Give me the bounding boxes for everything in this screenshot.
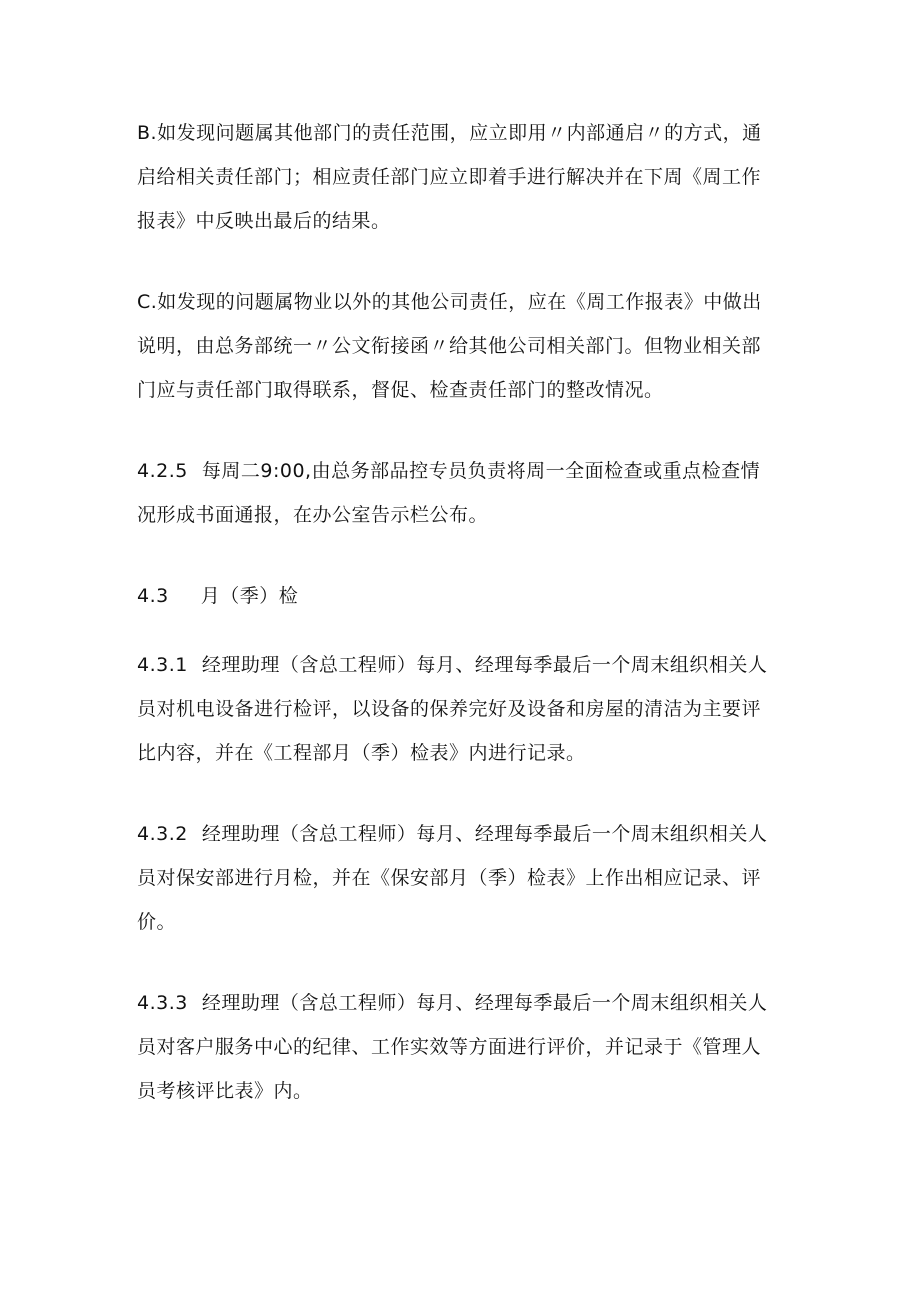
- section-number: 4.3.3: [137, 992, 188, 1014]
- paragraph-line: 况形成书面通报，在办公室告示栏公布。: [137, 504, 489, 526]
- paragraph-line: [137, 643, 797, 687]
- paragraph-text: 经理助理（含总工程师）每月、经理每季最后一个周末组织相关人: [201, 992, 768, 1014]
- section-heading: [137, 574, 797, 618]
- paragraph-b: [137, 111, 797, 243]
- paragraph-line: 说明，由总务部统一〃公文衔接函〃给其他公司相关部门。但物业相关部: [137, 335, 762, 357]
- paragraph-text: 每周二9:00,由总务部品控专员负责将周一全面检查或重点检查情: [201, 460, 761, 482]
- paragraph-line: C.如发现的问题属物业以外的其他公司责任，应在《周工作报表》中做出: [137, 291, 762, 313]
- paragraph-line: 员考核评比表》内。: [137, 1080, 313, 1102]
- paragraph-4-3-3: [137, 981, 797, 1113]
- paragraph-line: B.如发现问题属其他部门的责任范围，应立即用〃内部通启〃的方式，通: [137, 122, 762, 144]
- paragraph-line: 比内容，并在《工程部月（季）检表》内进行记录。: [137, 742, 586, 764]
- paragraph-line: [137, 449, 797, 493]
- section-number: 4.3.2: [137, 823, 188, 845]
- heading-4-3: [137, 574, 797, 618]
- paragraph-text: 经理助理（含总工程师）每月、经理每季最后一个周末组织相关人: [201, 823, 768, 845]
- paragraph-line: 员对保安部进行月检，并在《保安部月（季）检表》上作出相应记录、评: [137, 867, 762, 889]
- paragraph-4-3-1: [137, 643, 797, 775]
- paragraph-4-2-5: [137, 449, 797, 537]
- paragraph-line: [137, 981, 797, 1025]
- section-number: 4.3: [137, 585, 169, 607]
- paragraph-line: 启给相关责任部门；相应责任部门应立即着手进行解决并在下周《周工作: [137, 166, 762, 188]
- paragraph-line: 门应与责任部门取得联系，督促、检查责任部门的整改情况。: [137, 379, 664, 401]
- paragraph-line: 员对客户服务中心的纪律、工作实效等方面进行评价，并记录于《管理人: [137, 1036, 762, 1058]
- paragraph-line: 价。: [137, 911, 177, 933]
- paragraph-text: 经理助理（含总工程师）每月、经理每季最后一个周末组织相关人: [201, 654, 768, 676]
- paragraph-c: [137, 280, 797, 412]
- section-number: 4.2.5: [137, 460, 188, 482]
- paragraph-line: [137, 812, 797, 856]
- paragraph-line: 报表》中反映出最后的结果。: [137, 210, 391, 232]
- section-number: 4.3.1: [137, 654, 188, 676]
- paragraph-4-3-2: [137, 812, 797, 944]
- paragraph-line: 员对机电设备进行检评，以设备的保养完好及设备和房屋的清洁为主要评: [137, 698, 762, 720]
- heading-text: 月（季）检: [200, 585, 299, 607]
